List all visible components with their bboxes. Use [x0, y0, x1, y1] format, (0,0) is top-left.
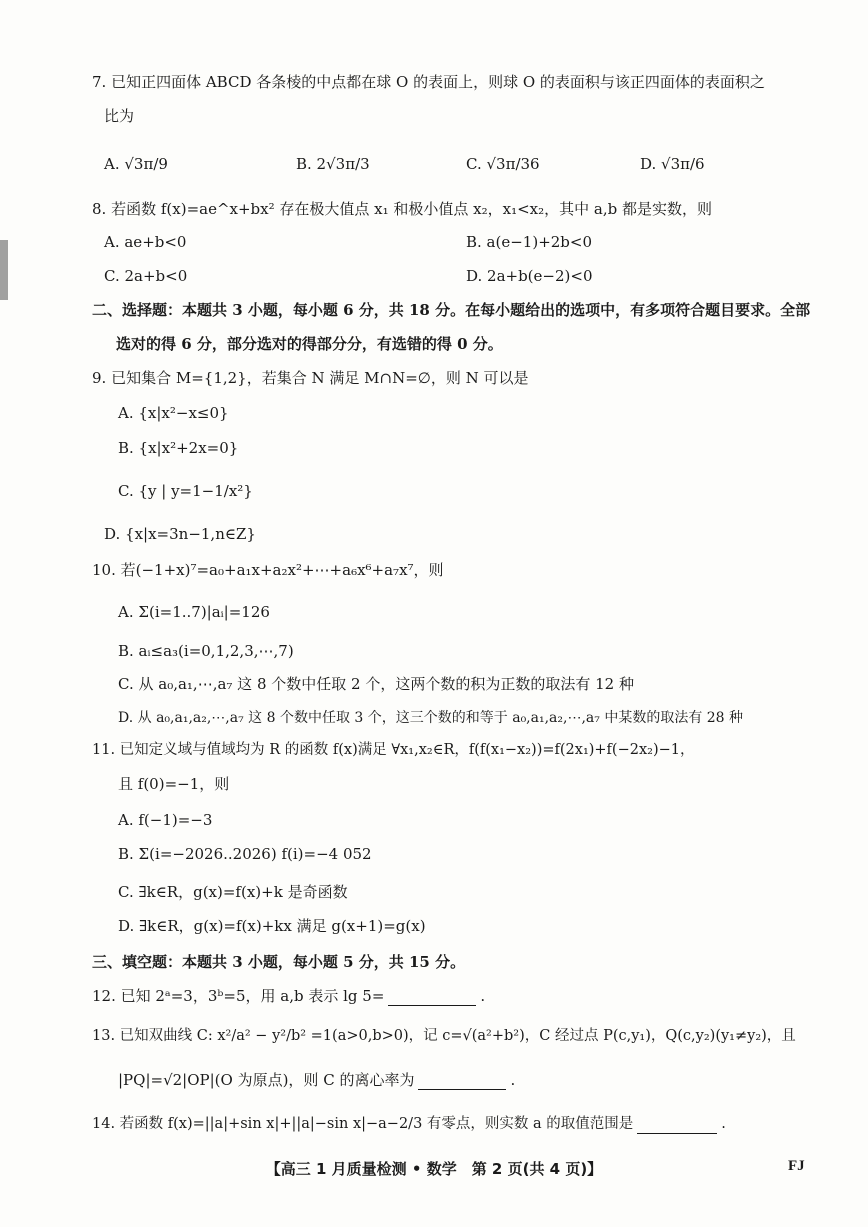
- q11-stem-cont: 且 f(0)=−1，则: [118, 775, 230, 793]
- q8-stem: 8. 若函数 f(x)=ae^x+bx² 存在极大值点 x₁ 和极小值点 x₂，x₁<x₂，其中 a,b 都是实数，则: [92, 200, 713, 218]
- q12-end: .: [480, 987, 486, 1005]
- q9-stem: 9. 已知集合 M={1,2}，若集合 N 满足 M∩N=∅，则 N 可以是: [92, 369, 529, 387]
- q7-option-a: A. √3π/9: [104, 155, 168, 173]
- section3-heading: 三、填空题：本题共 3 小题，每小题 5 分，共 15 分。: [92, 953, 466, 971]
- q7-stem-cont: 比为: [104, 107, 135, 125]
- q7-stem: 7. 已知正四面体 ABCD 各条棱的中点都在球 O 的表面上，则球 O 的表面积与该正四面体的表面积之: [92, 73, 765, 91]
- footer-code: FJ: [788, 1158, 805, 1174]
- q12-stem: 12. 已知 2ᵃ=3，3ᵇ=5，用 a,b 表示 lg 5=: [92, 987, 385, 1005]
- q7-option-d: D. √3π/6: [640, 155, 705, 173]
- q14-stem: 14. 若函数 f(x)=||a|+sin x|+||a|−sin x|−a−2/3 有零点，则实数 a 的取值范围是: [92, 1116, 634, 1132]
- q9-option-b: B. {x|x²+2x=0}: [118, 439, 239, 457]
- q11-option-a: A. f(−1)=−3: [118, 811, 213, 829]
- q12-answer-blank: [388, 991, 476, 1006]
- page-footer: 【高三 1 月质量检测 • 数学 第 2 页(共 4 页)】: [265, 1160, 603, 1178]
- section2-heading-cont: 选对的得 6 分，部分选对的得部分分，有选错的得 0 分。: [116, 335, 503, 353]
- q14-end: .: [721, 1116, 726, 1132]
- q10-option-b: B. aᵢ≤a₃(i=0,1,2,3,⋯,7): [118, 642, 294, 660]
- q8-option-d: D. 2a+b(e−2)<0: [466, 267, 593, 285]
- q13-line2: [118, 1070, 515, 1090]
- q10-option-a: A. Σ(i=1..7)|aᵢ|=126: [118, 603, 270, 621]
- q13-end: .: [510, 1071, 516, 1089]
- q10-option-c: C. 从 a₀,a₁,⋯,a₇ 这 8 个数中任取 2 个，这两个数的积为正数的取法有 12 种: [118, 675, 634, 693]
- q8-option-a: A. ae+b<0: [104, 233, 187, 251]
- q7-option-c: C. √3π/36: [466, 155, 540, 173]
- q10-stem: 10. 若(−1+x)⁷=a₀+a₁x+a₂x²+⋯+a₆x⁶+a₇x⁷，则: [92, 561, 444, 579]
- q8-option-c: C. 2a+b<0: [104, 267, 188, 285]
- q11-option-b: B. Σ(i=−2026..2026) f(i)=−4 052: [118, 845, 372, 863]
- q9-option-c: C. {y | y=1−1/x²}: [118, 482, 253, 500]
- q13-stem-cont: |PQ|=√2|OP|(O 为原点)，则 C 的离心率为: [118, 1071, 415, 1089]
- q14-answer-blank: [637, 1119, 717, 1134]
- q11-stem: 11. 已知定义域与值域均为 R 的函数 f(x)满足 ∀x₁,x₂∈R，f(f(x₁−x₂))=f(2x₁)+f(−2x₂)−1，: [92, 742, 695, 758]
- q11-option-d: D. ∃k∈R，g(x)=f(x)+kx 满足 g(x+1)=g(x): [118, 917, 426, 935]
- q12-line: [92, 986, 485, 1006]
- scan-edge-mark: [0, 240, 8, 300]
- q11-option-c: C. ∃k∈R，g(x)=f(x)+k 是奇函数: [118, 883, 348, 901]
- q13-answer-blank: [418, 1075, 506, 1090]
- q8-option-b: B. a(e−1)+2b<0: [466, 233, 593, 251]
- q14-line: [92, 1114, 726, 1134]
- q13-stem: 13. 已知双曲线 C: x²/a² − y²/b² =1(a>0,b>0)，记 c=√(a²+b²)，C 经过点 P(c,y₁)，Q(c,y₂)(y₁≠y₂)，且: [92, 1028, 796, 1044]
- q9-option-d: D. {x|x=3n−1,n∈Z}: [104, 525, 256, 543]
- section2-heading: 二、选择题：本题共 3 小题，每小题 6 分，共 18 分。在每小题给出的选项中，有多项符合题目要求。全部: [92, 301, 811, 319]
- q10-option-d: D. 从 a₀,a₁,a₂,⋯,a₇ 这 8 个数中任取 3 个，这三个数的和等于 a₀,a₁,a₂,⋯,a₇ 中某数的取法有 28 种: [118, 710, 744, 726]
- q9-option-a: A. {x|x²−x≤0}: [118, 404, 229, 422]
- q7-option-b: B. 2√3π/3: [296, 155, 370, 173]
